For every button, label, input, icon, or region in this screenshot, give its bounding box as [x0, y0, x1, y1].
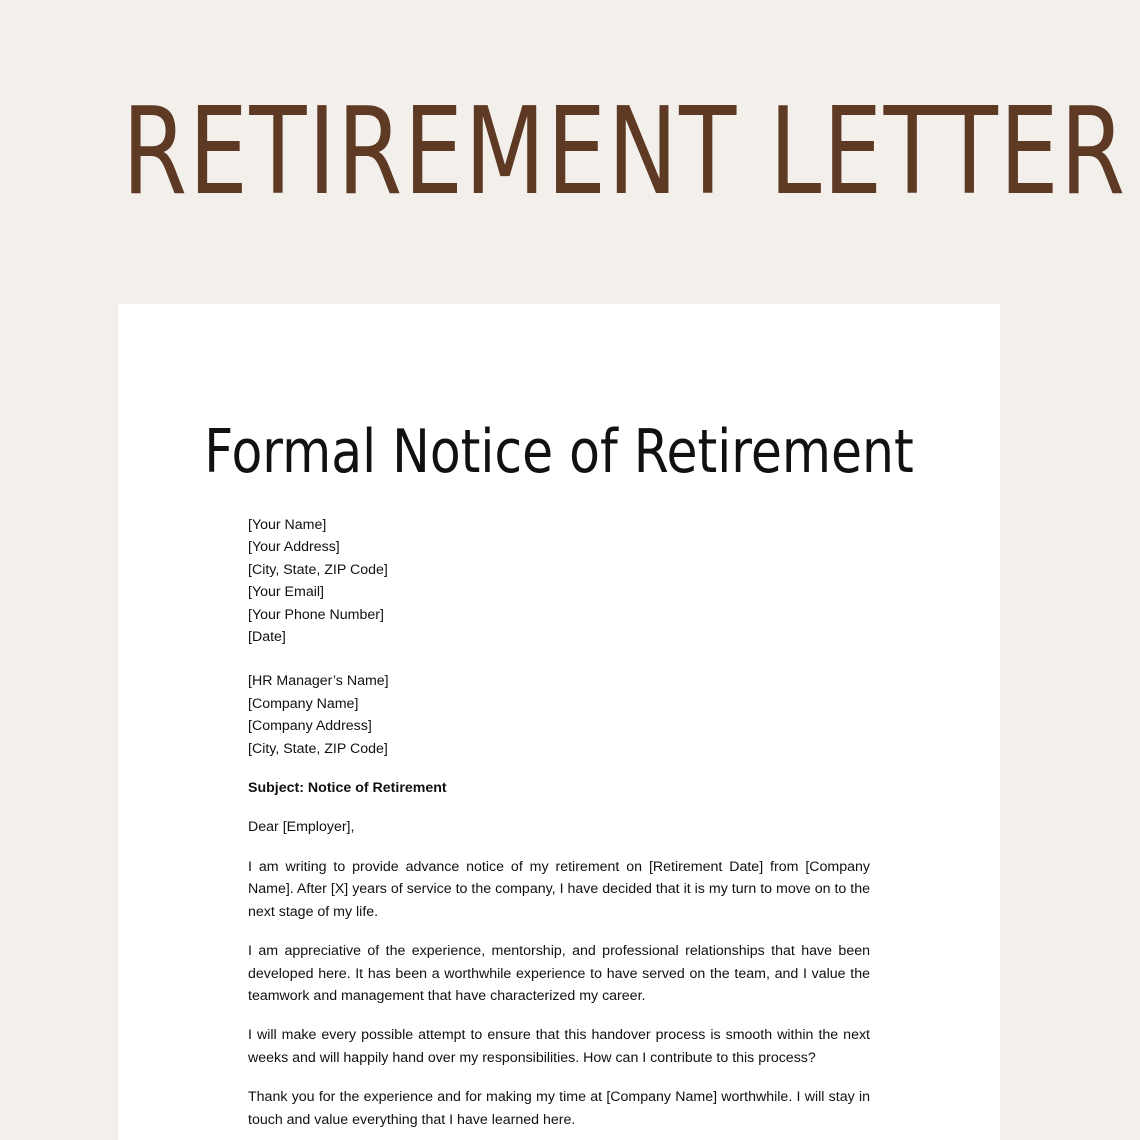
letter-page — [118, 304, 1000, 1140]
sender-phone: [Your Phone Number] — [248, 606, 384, 623]
letter-paragraph: I will make every possible attempt to ensure that this handover process is smooth within the next weeks and will happily hand over my responsibilities. How can I contribute to this process? — [248, 1027, 870, 1066]
letter-body — [248, 514, 870, 1131]
letter-date: [Date] — [248, 629, 286, 646]
recipient-city-state-zip: [City, State, ZIP Code] — [248, 740, 388, 757]
letter-paragraph: Thank you for the experience and for making my time at [Company Name] worthwhile. I will stay in touch and value everything that I have learned here. — [248, 1089, 870, 1128]
letter-paragraph: I am writing to provide advance notice of my retirement on [Retirement Date] from [Company Name]. After [X] years of service to the company, I have decided that it is my turn to move on to the next stage of my life. — [248, 858, 870, 920]
letter-paragraph: I am appreciative of the experience, mentorship, and professional relationships that have been developed here. It has been a worthwhile experience to have served on the team, and I value the teamwork and management that have characterized my career. — [248, 943, 870, 1004]
sender-city-state-zip: [City, State, ZIP Code] — [248, 561, 388, 578]
recipient-company: [Company Name] — [248, 695, 359, 712]
banner-title: RETIREMENT LETTER — [122, 83, 1127, 222]
letter-salutation: Dear [Employer], — [248, 819, 355, 836]
recipient-company-address: [Company Address] — [248, 718, 372, 735]
sender-email: [Your Email] — [248, 584, 324, 601]
sender-address: [Your Address] — [248, 539, 340, 556]
sender-address-block — [248, 514, 870, 648]
letter-subject: Subject: Notice of Retirement — [248, 780, 447, 797]
document-title: Formal Notice of Retirement — [204, 417, 914, 487]
sender-name: [Your Name] — [248, 517, 327, 533]
recipient-name: [HR Manager’s Name] — [248, 673, 389, 690]
recipient-address-block — [248, 670, 870, 760]
